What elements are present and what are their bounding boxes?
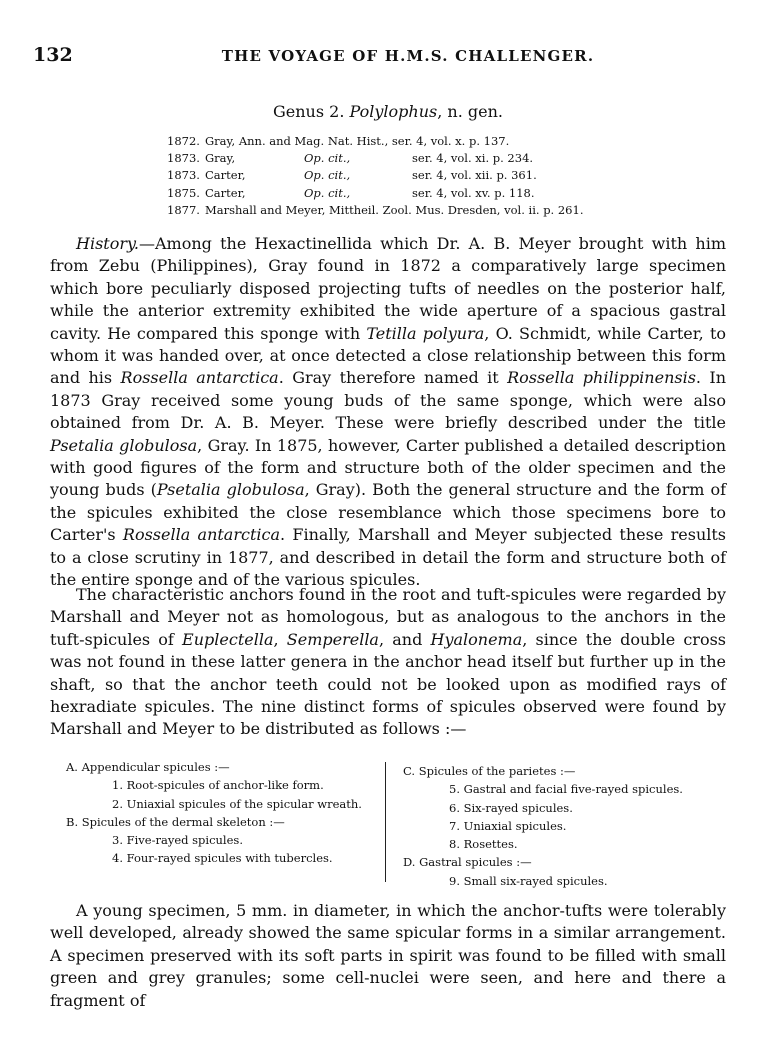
list-item: 5. Gastral and facial five-rayed spicules. (449, 782, 683, 797)
spicule-list-left (66, 758, 376, 868)
list-item: 6. Six-rayed spicules. (449, 800, 573, 815)
list-item: 9. Small six-rayed spicules. (449, 873, 608, 888)
list-item: 4. Four-rayed spicules with tubercles. (112, 851, 333, 866)
list-item: 2. Uniaxial spicules of the spicular wreath. (112, 796, 362, 811)
spicule-list-right (403, 762, 733, 890)
running-title: THE VOYAGE OF H.M.S. CHALLENGER. (221, 47, 595, 65)
list-item: C. Spicules of the parietes :— (403, 764, 576, 778)
list-item: 3. Five-rayed spicules. (112, 833, 243, 848)
list-item: 1. Root-spicules of anchor-like form. (112, 778, 324, 793)
anchors-paragraph: The characteristic anchors found in the root and tuft-spicules were regarded by Marshall and Meyer not as homologous, but as analogous to the anchors in the tuft-spicules of Euplectella, Semperella, and Hyalonema, since the double cross was not found in these latter genera in the anchor head itself but further up in the shaft, so that the anchor teeth could not be looked upon as modified rays of hexradiate spicules. The nine distinct forms of spicules observed were found by Marshall and Meyer to be distributed as follows :— (50, 585, 727, 739)
history-paragraph: History.—Among the Hexactinellida which Dr. A. B. Meyer brought with him from Zebu (Philippines), Gray found in 1872 a comparatively large specimen which bore peculiarly disposed projecting tufts of needles on the posterior half, while the anterior extremity exhibited the wide aperture of a spacious gastral cavity. He compared this sponge with Tetilla polyura, O. Schmidt, while Carter, to whom it was handed over, at once detected a close relationship between this form and his Rossella antarctica. Gray therefore named it Rossella philippinensis. In 1873 Gray received some young buds of the same sponge, which were also obtained from Dr. A. B. Meyer. These were briefly described under the title Psetalia globulosa, Gray. In 1875, however, Carter published a detailed description with good figures of the form and structure both of the older specimen and the young buds (Psetalia globulosa, Gray). Both the general structure and the form of the spicules exhibited the close resemblance which those specimens bore to Carter's Rossella antarctica. Finally, Marshall and Meyer subjected these results to a close scrutiny in 1877, and described in detail the form and structure both of the entire sponge and of the various spicules. (50, 234, 727, 590)
list-item: A. Appendicular spicules :— (66, 760, 230, 774)
list-item: D. Gastral spicules :— (403, 855, 532, 870)
list-item: 7. Uniaxial spicules. (449, 818, 567, 833)
list-item: B. Spicules of the dermal skeleton :— (66, 814, 285, 829)
column-divider (385, 762, 386, 882)
page-number: 132 (33, 44, 73, 66)
genus-heading: Genus 2. Polylophus, n. gen. (273, 102, 503, 121)
young-specimen-paragraph: A young specimen, 5 mm. in diameter, in which the anchor-tufts were tolerably well developed, already showed the same spicular forms in a similar arrangement. A specimen preserved with its soft parts in spirit was found to be filled with small green and grey granules; some cell-nuclei were seen, and here and there a fragment of (50, 901, 726, 1010)
list-item: 8. Rosettes. (449, 837, 518, 852)
